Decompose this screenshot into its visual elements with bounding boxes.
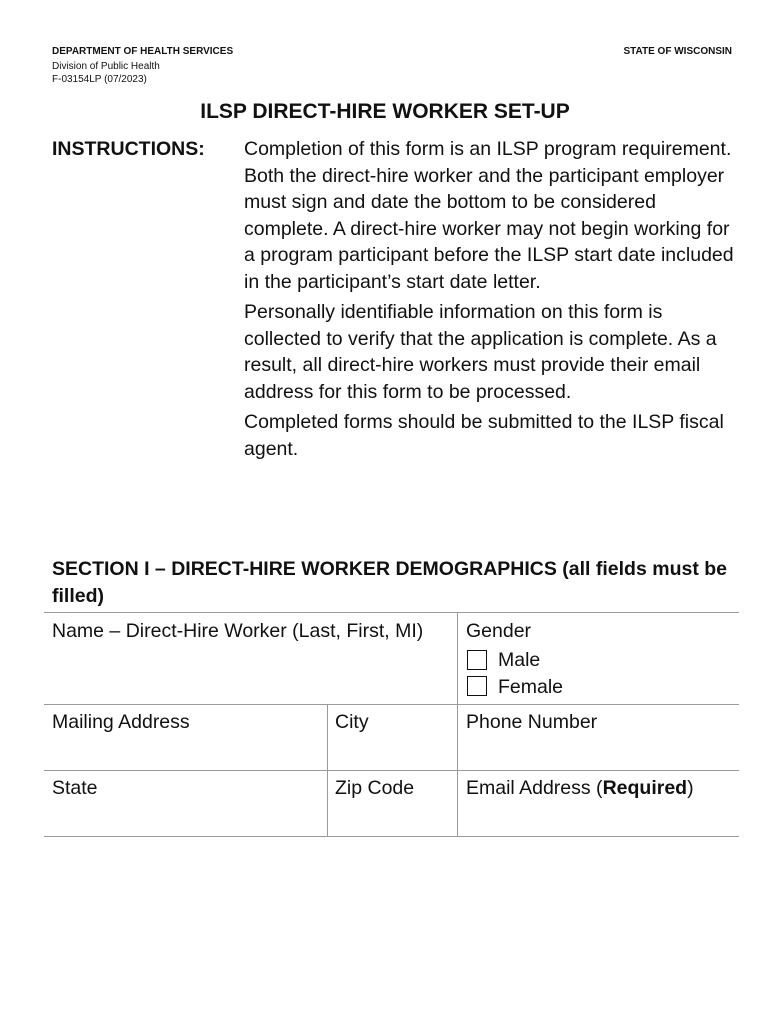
name-input[interactable] bbox=[45, 613, 456, 703]
gender-male-checkbox[interactable] bbox=[467, 650, 487, 670]
email-required-marker: Required bbox=[602, 777, 688, 799]
form-number: F-03154LP (07/2023) bbox=[52, 74, 147, 85]
state-label: State bbox=[52, 777, 98, 799]
city-label: City bbox=[335, 711, 369, 733]
zip-input[interactable] bbox=[328, 771, 456, 835]
gender-female-checkbox[interactable] bbox=[467, 676, 487, 696]
section-1-title: SECTION I – DIRECT-HIRE WORKER DEMOGRAPHICS (all fields must be filled) bbox=[52, 558, 727, 607]
phone-label: Phone Number bbox=[466, 711, 598, 733]
email-label bbox=[466, 775, 694, 802]
city-input[interactable] bbox=[328, 705, 456, 769]
email-label-close: ) bbox=[687, 777, 694, 799]
email-input[interactable] bbox=[458, 800, 738, 835]
division-name: Division of Public Health bbox=[52, 61, 160, 72]
instructions-paragraph-2: Personally identifiable information on this form is collected to verify that the application is complete. As a result, all direct-hire workers must provide their email address for this form to be processed. bbox=[244, 301, 717, 403]
name-label: Name – Direct-Hire Worker (Last, First, MI) bbox=[52, 620, 424, 642]
mailing-address-label: Mailing Address bbox=[52, 711, 190, 733]
state-input[interactable] bbox=[45, 771, 326, 835]
instructions-label: INSTRUCTIONS: bbox=[52, 138, 205, 160]
page-title: ILSP DIRECT-HIRE WORKER SET-UP bbox=[200, 100, 570, 123]
gender-label: Gender bbox=[466, 620, 532, 642]
zip-label: Zip Code bbox=[335, 777, 415, 799]
email-label-text: Email Address ( bbox=[466, 777, 603, 799]
mailing-address-input[interactable] bbox=[45, 705, 326, 769]
instructions-body bbox=[244, 136, 744, 466]
department-name: DEPARTMENT OF HEALTH SERVICES bbox=[52, 46, 234, 57]
state-name: STATE OF WISCONSIN bbox=[623, 46, 732, 57]
phone-input[interactable] bbox=[458, 705, 738, 769]
gender-female-label: Female bbox=[498, 676, 564, 698]
instructions-paragraph-1: Completion of this form is an ILSP program requirement. Both the direct-hire worker and the participant employer must sign and date the bottom to be considered complete. A direct-hire worker may not begin working for a program participant before the ILSP start date included in the participant’s start date letter. bbox=[244, 138, 734, 293]
gender-male-label: Male bbox=[498, 649, 541, 671]
instructions-paragraph-3: Completed forms should be submitted to the ILSP fiscal agent. bbox=[244, 411, 724, 460]
table-bottom-border bbox=[44, 836, 739, 837]
